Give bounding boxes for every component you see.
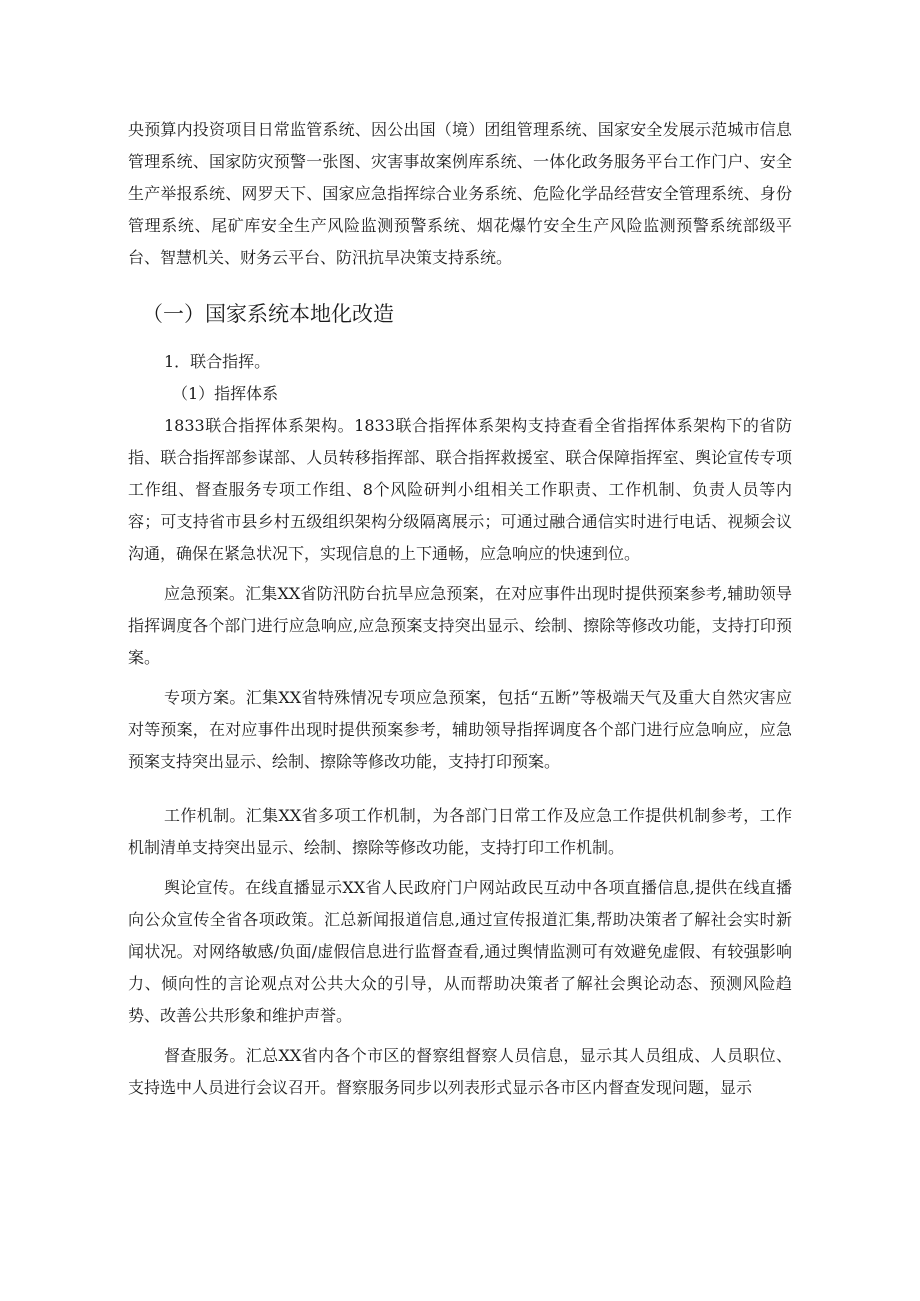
- sub-subsection-heading: （1）指挥体系: [172, 384, 279, 403]
- paragraph-command-structure: 1833联合指挥体系架构。1833联合指挥体系架构支持查看全省指挥体系架构下的省防指、联合指挥部参谋部、人员转移指挥部、联合指挥救援室、联合保障指挥室、舆论宣传专项工作组、督查服务专项工作组、8个风险研判小组相关工作职责、工作机制、负责人员等内容；可支持省市县乡村五级组织架构分级隔离展示；可通过融合通信实时进行电话、视频会议沟通，确保在紧急状况下，实现信息的上下通畅，应急响应的快速到位。: [128, 416, 792, 563]
- paragraph-emergency-plan: 应急预案。汇集XX省防汛防台抗旱应急预案，在对应事件出现时提供预案参考,辅助领导指挥调度各个部门进行应急响应,应急预案支持突出显示、绘制、擦除等修改功能，支持打印预案。: [128, 584, 792, 667]
- paragraph-special-plan: 专项方案。汇集XX省特殊情况专项应急预案，包括“五断”等极端天气及重大自然灾害应对等预案，在对应事件出现时提供预案参考，辅助领导指挥调度各个部门进行应急响应，应急预案支持突出显示、绘制、擦除等修改功能，支持打印预案。: [128, 688, 792, 771]
- paragraph-public-opinion: 舆论宣传。在线直播显示XX省人民政府门户网站政民互动中各项直播信息,提供在线直播向公众宣传全省各项政策。汇总新闻报道信息,通过宣传报道汇集,帮助决策者了解社会实时新闻状况。对网络敏感/负面/虚假信息进行监督查看,通过舆情监测可有效避免虚假、有较强影响力、倾向性的言论观点对公共大众的引导，从而帮助决策者了解社会舆论动态、预测风险趋势、改善公共形象和维护声誉。: [128, 878, 792, 1025]
- paragraph-supervision-service: 督查服务。汇总XX省内各个市区的督察组督察人员信息，显示其人员组成、人员职位、支持选中人员进行会议召开。督察服务同步以列表形式显示各市区内督查发现问题，显示: [128, 1046, 792, 1097]
- subsection-heading: 1．联合指挥。: [164, 352, 271, 371]
- document-body: [128, 114, 792, 1104]
- paragraph-work-mechanism: 工作机制。汇集XX省多项工作机制，为各部门日常工作及应急工作提供机制参考，工作机制清单支持突出显示、绘制、擦除等修改功能，支持打印工作机制。: [128, 806, 792, 857]
- intro-paragraph: 央预算内投资项目日常监管系统、因公出国（境）团组管理系统、国家安全发展示范城市信息管理系统、国家防灾预警一张图、灾害事故案例库系统、一体化政务服务平台工作门户、安全生产举报系统、网罗天下、国家应急指挥综合业务系统、危险化学品经营安全管理系统、身份管理系统、尾矿库安全生产风险监测预警系统、烟花爆竹安全生产风险监测预警系统部级平台、智慧机关、财务云平台、防汛抗旱决策支持系统。: [128, 120, 792, 267]
- section-heading: （一）国家系统本地化改造: [142, 302, 394, 326]
